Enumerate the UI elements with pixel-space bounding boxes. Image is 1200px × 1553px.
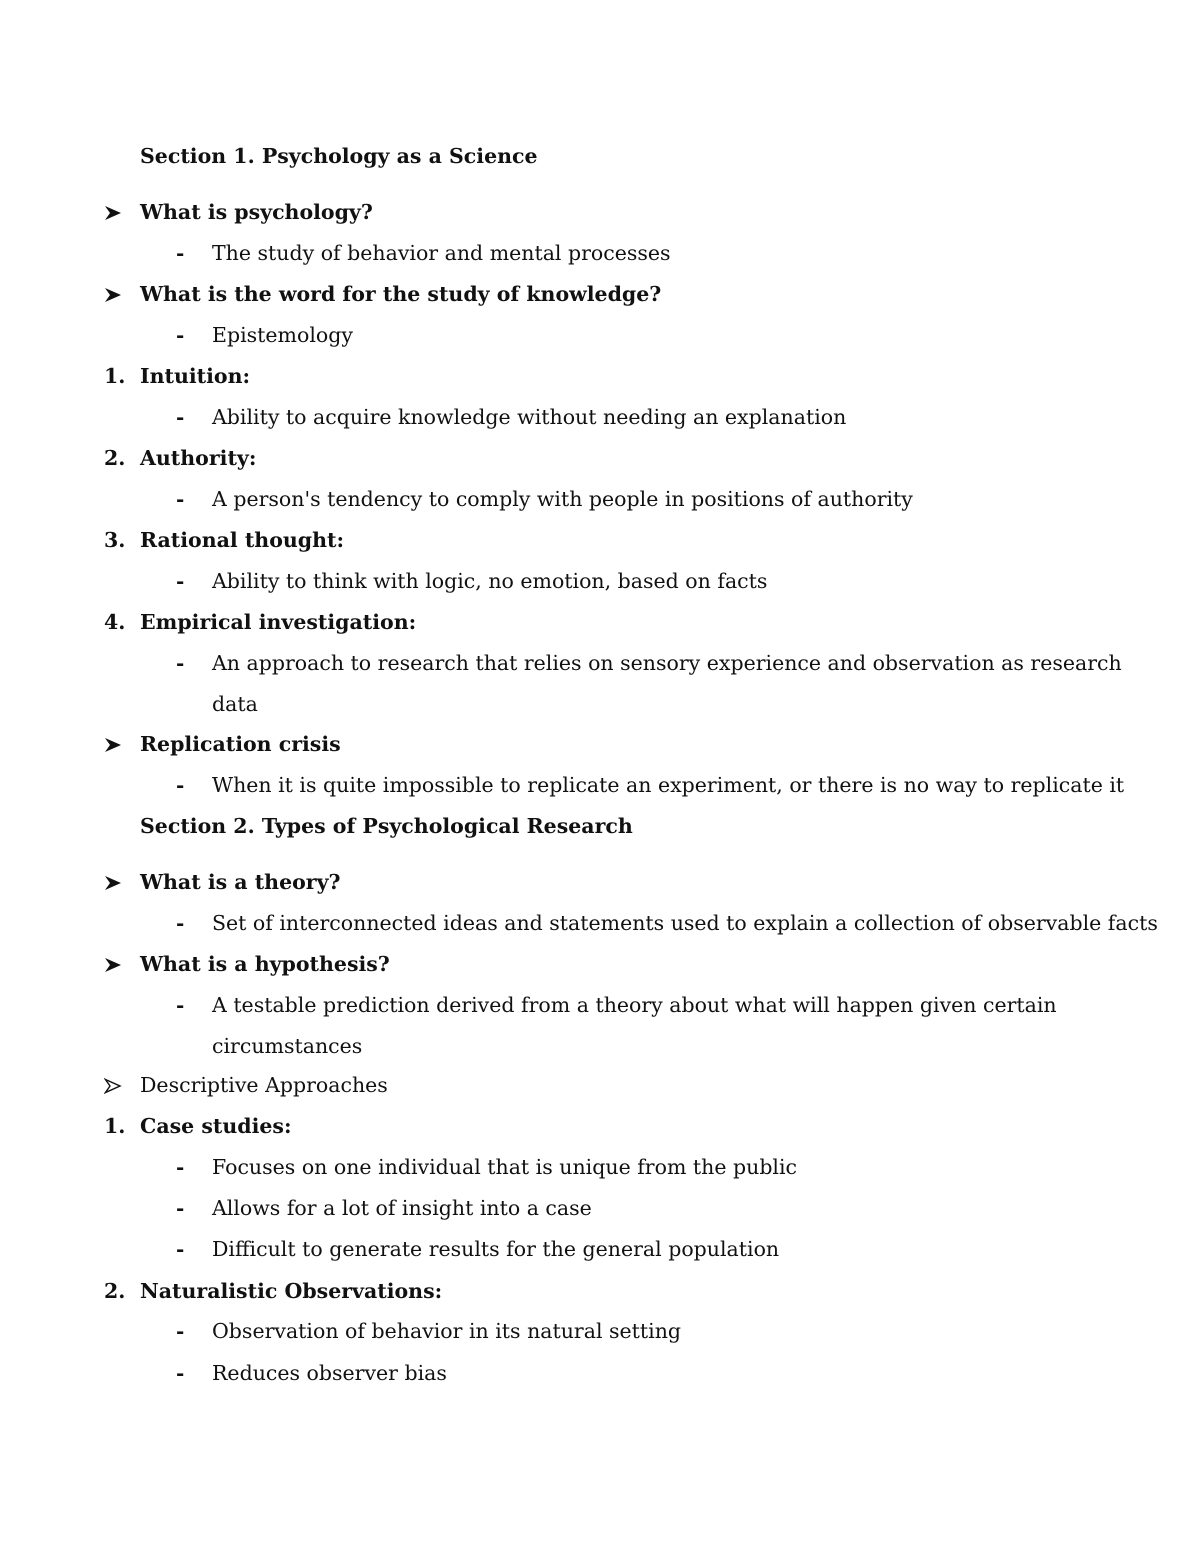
dash-bullet-icon: -: [176, 651, 185, 675]
term-case-studies: Case studies:: [140, 1114, 292, 1138]
dash-bullet-icon: -: [176, 487, 185, 511]
answer-text: Epistemology: [212, 323, 353, 347]
arrowhead-bullet-icon: [104, 957, 122, 973]
dash-bullet-icon: -: [176, 323, 185, 347]
definition-text: An approach to research that relies on sensory experience and observation as research: [212, 651, 1122, 675]
dash-bullet-icon: -: [176, 1361, 185, 1385]
answer-text: When it is quite impossible to replicate an experiment, or there is no way to replicate it: [212, 773, 1125, 797]
term-intuition: Intuition:: [140, 364, 251, 388]
list-number: 3.: [104, 528, 126, 552]
arrowhead-outline-bullet-icon: [104, 1078, 122, 1094]
arrowhead-bullet-icon: [104, 287, 122, 303]
answer-text: Set of interconnected ideas and statements used to explain a collection of observable facts: [212, 911, 1158, 935]
dash-bullet-icon: -: [176, 911, 185, 935]
arrowhead-bullet-icon: [104, 875, 122, 891]
section-1-title: Section 1. Psychology as a Science: [140, 144, 538, 168]
definition-text-continued: data: [212, 692, 258, 716]
list-number: 2.: [104, 446, 126, 470]
question-replication-crisis: Replication crisis: [140, 732, 341, 756]
arrowhead-bullet-icon: [104, 205, 122, 221]
question-study-of-knowledge: What is the word for the study of knowledge?: [140, 282, 662, 306]
answer-text: A testable prediction derived from a theory about what will happen given certain: [212, 993, 1057, 1017]
descriptive-approaches-heading: Descriptive Approaches: [140, 1073, 388, 1097]
answer-text-continued: circumstances: [212, 1034, 363, 1058]
point-text: Observation of behavior in its natural setting: [212, 1319, 682, 1343]
definition-text: A person's tendency to comply with people in positions of authority: [212, 487, 913, 511]
dash-bullet-icon: -: [176, 773, 185, 797]
dash-bullet-icon: -: [176, 1237, 185, 1261]
dash-bullet-icon: -: [176, 1155, 185, 1179]
list-number: 4.: [104, 610, 126, 634]
question-what-is-a-theory: What is a theory?: [140, 870, 341, 894]
term-empirical-investigation: Empirical investigation:: [140, 610, 417, 634]
term-naturalistic-observations: Naturalistic Observations:: [140, 1279, 443, 1303]
question-what-is-a-hypothesis: What is a hypothesis?: [140, 952, 390, 976]
point-text: Focuses on one individual that is unique from the public: [212, 1155, 798, 1179]
dash-bullet-icon: -: [176, 569, 185, 593]
list-number: 2.: [104, 1279, 126, 1303]
arrowhead-bullet-icon: [104, 737, 122, 753]
term-authority: Authority:: [140, 446, 257, 470]
answer-text: The study of behavior and mental processes: [212, 241, 671, 265]
section-2-title: Section 2. Types of Psychological Research: [140, 814, 633, 838]
dash-bullet-icon: -: [176, 1319, 185, 1343]
point-text: Difficult to generate results for the general population: [212, 1237, 780, 1261]
definition-text: Ability to think with logic, no emotion, based on facts: [212, 569, 768, 593]
dash-bullet-icon: -: [176, 241, 185, 265]
question-what-is-psychology: What is psychology?: [140, 200, 373, 224]
list-number: 1.: [104, 1114, 126, 1138]
list-number: 1.: [104, 364, 126, 388]
dash-bullet-icon: -: [176, 993, 185, 1017]
point-text: Reduces observer bias: [212, 1361, 447, 1385]
point-text: Allows for a lot of insight into a case: [212, 1196, 592, 1220]
dash-bullet-icon: -: [176, 405, 185, 429]
definition-text: Ability to acquire knowledge without needing an explanation: [212, 405, 847, 429]
dash-bullet-icon: -: [176, 1196, 185, 1220]
term-rational-thought: Rational thought:: [140, 528, 345, 552]
